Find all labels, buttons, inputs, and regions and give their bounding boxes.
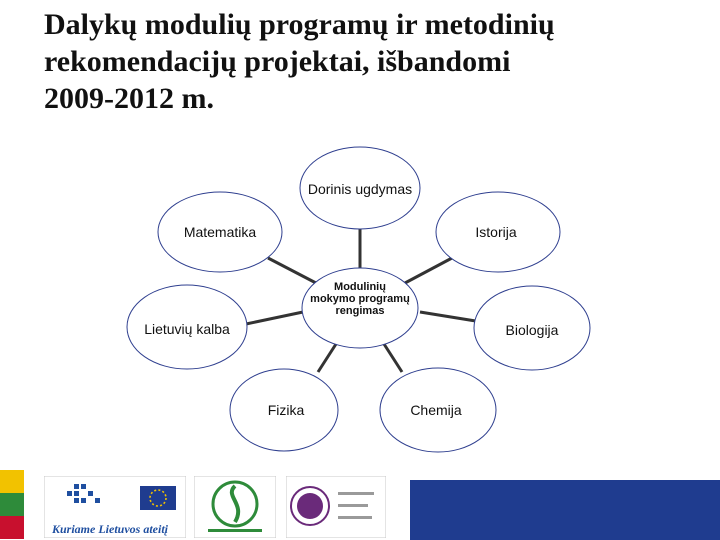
ministry-logo	[194, 476, 276, 538]
connector-lietuviu	[246, 312, 303, 324]
esf-slogan: Kuriame Lietuvos ateitį	[52, 522, 168, 536]
center-line-2: mokymo programų	[310, 293, 410, 305]
label-matematika: Matematika	[183, 224, 257, 240]
title-line-1: Dalykų modulių programų ir metodinių	[44, 8, 555, 41]
label-dorinis: Dorinis ugdymas	[307, 181, 413, 197]
label-istorija: Istorija	[475, 224, 517, 240]
label-chemija: Chemija	[410, 402, 462, 418]
flag-stripe-yellow	[0, 470, 24, 493]
connector-matematika	[268, 258, 316, 283]
footer-blue-band	[410, 480, 720, 540]
connector-istorija	[405, 258, 452, 283]
lithuanian-flag-strip	[0, 470, 24, 540]
center-label	[300, 281, 420, 317]
connector-chemija	[384, 344, 402, 372]
connector-fizika	[318, 344, 336, 372]
label-biologija: Biologija	[505, 322, 559, 338]
title-line-3: 2009-2012 m.	[44, 82, 214, 115]
center-line-3: rengimas	[335, 305, 385, 317]
upc-logo	[286, 476, 386, 538]
label-lietuviu: Lietuvių kalba	[144, 321, 230, 337]
title-line-2: rekomendacijų projektai, išbandomi	[44, 45, 511, 78]
center-line-1: Modulinių	[334, 281, 386, 293]
flag-stripe-green	[0, 493, 24, 516]
label-fizika: Fizika	[267, 402, 305, 418]
eu-flag-icon	[140, 486, 176, 510]
flag-stripe-red	[0, 516, 24, 539]
